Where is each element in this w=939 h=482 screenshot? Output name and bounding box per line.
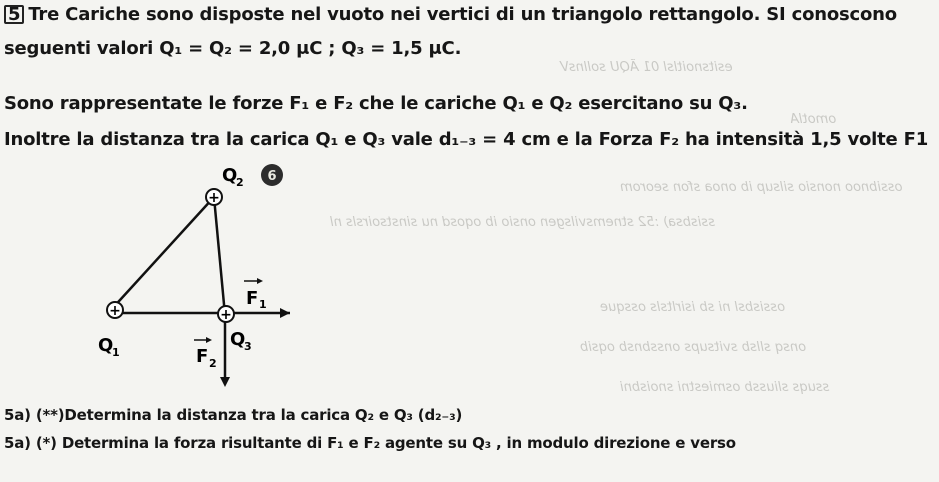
label-f2: F: [196, 346, 209, 367]
side-q1-q2: [110, 197, 214, 311]
svg-text:+: +: [220, 307, 232, 323]
question-5a-force: 5a) (*) Determina la forza risultante di F₁ e F₂ agente su Q₃ , in modulo direzione e verso: [4, 434, 736, 452]
label-f1: F: [246, 288, 259, 309]
problem-line-4: Inoltre la distanza tra la carica Q₁ e Q₃ vale d₁₋₃ = 4 cm e la Forza F₂ ha intensità 1,5 volte F1: [4, 129, 929, 150]
svg-text:+: +: [208, 190, 220, 206]
bleed-through-text: ssuqs sliussb osmiestni snoisbni: [620, 380, 830, 395]
question-5a-distance: 5a) (**)Determina la distanza tra la carica Q₂ e Q₃ (d₂₋₃): [4, 406, 463, 424]
problem-line-2: seguenti valori Q₁ = Q₂ = 2,0 μC ; Q₃ = 1,5 μC.: [4, 38, 462, 59]
label-q1-sub: 1: [112, 346, 120, 359]
charge-q3: [218, 306, 234, 323]
label-q3-sub: 3: [244, 340, 252, 353]
bleed-through-text: esitsnoitlsl 01 ÃQU sollnsV: [560, 60, 733, 75]
label-q2: Q: [222, 165, 238, 186]
label-q3: Q: [230, 329, 246, 350]
problem-line-1: 5 Tre Cariche sono disposte nel vuoto nei vertici di un triangolo rettangolo. SI conoscono: [4, 4, 897, 25]
svg-text:+: +: [109, 303, 121, 319]
bleed-through-text: ossibnoo nonsio silsup ib onoa sfon seorom: [620, 180, 903, 195]
bleed-through-text: ssisbsa) :52 stnemsvilsgen onsio ib oqosd nu sinstsoirsls nl: [330, 215, 715, 230]
label-q1: Q: [98, 335, 114, 356]
bleed-through-text: onsq sllsb svitsups onssbnsb oqsib: [580, 340, 807, 355]
label-q2-sub: 2: [236, 176, 244, 189]
f2-arrowhead: [220, 377, 230, 387]
charge-q1: [107, 302, 123, 319]
badge-number: 6: [267, 169, 277, 184]
problem-number: 5: [4, 5, 24, 24]
f1-arrowhead: [280, 308, 290, 318]
bleed-through-text: omotlA: [790, 112, 837, 127]
bleed-through-text: ossisbsl ni sb isirltsls ossque: [600, 300, 786, 315]
charge-q2: [206, 189, 222, 206]
problem-line-3: Sono rappresentate le forze F₁ e F₂ che le cariche Q₁ e Q₂ esercitano su Q₃.: [4, 93, 748, 114]
side-q2-q3: [214, 197, 225, 315]
label-f1-sub: 1: [259, 298, 267, 311]
label-f2-sub: 2: [209, 357, 217, 370]
triangle-diagram: [70, 155, 310, 395]
